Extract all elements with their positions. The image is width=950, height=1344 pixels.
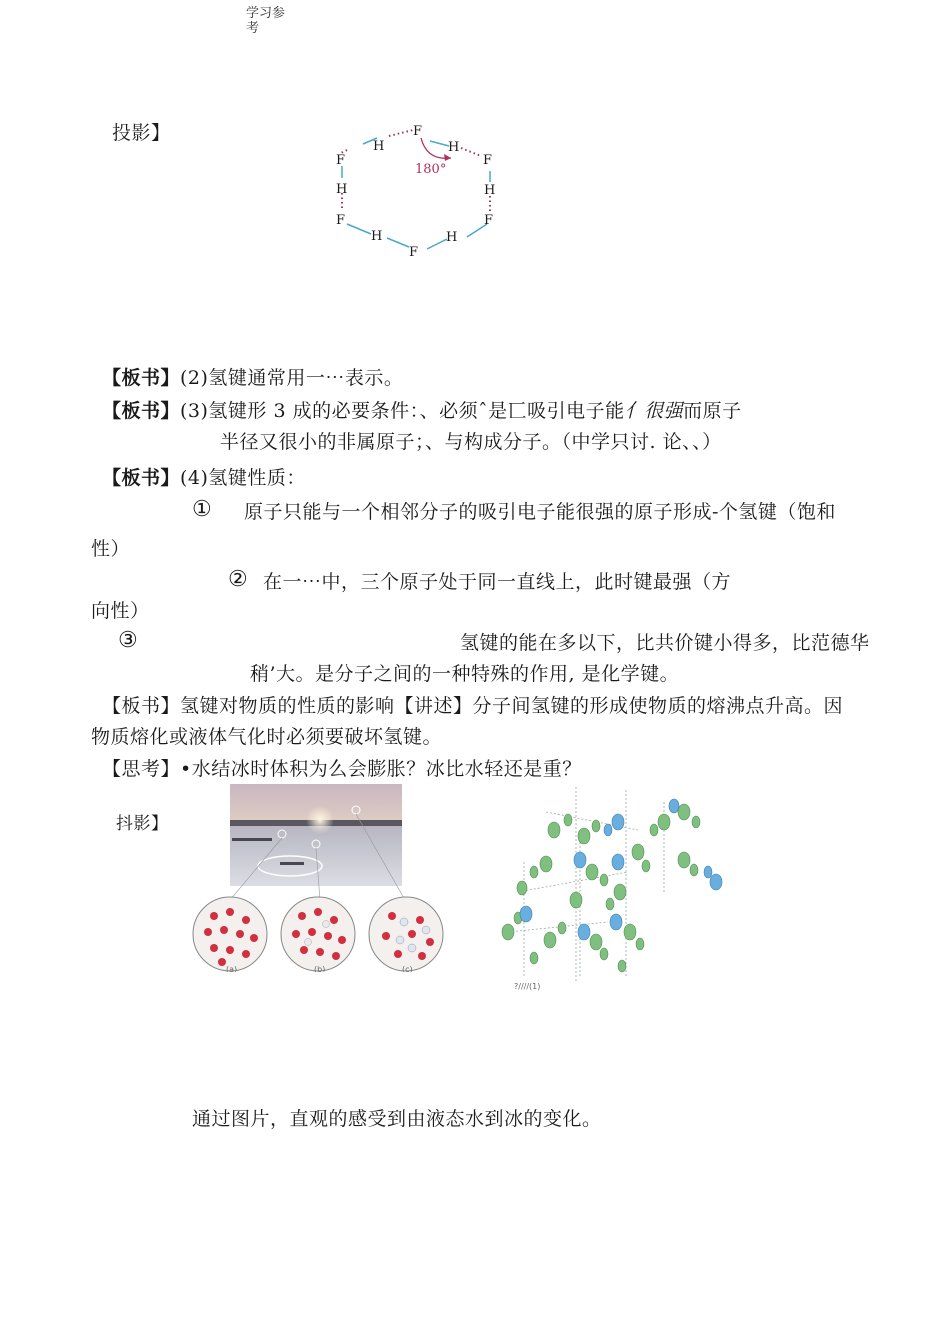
board-line-3-cont: 半径又很小的非属原子；、与构成分子。（中学只讨. 论、、） [220, 431, 722, 453]
atom-h: H [448, 140, 460, 155]
atom-f: F [413, 124, 423, 139]
board-italic: 亻很强 [624, 400, 684, 422]
board-tag: 【板书】 [102, 367, 181, 389]
angle-label: 180° [415, 162, 447, 177]
atom-h: H [484, 183, 496, 198]
board-line-2 [102, 366, 403, 390]
ice-photo-figure [190, 782, 450, 972]
lattice-caption: ?////(1) [514, 982, 541, 991]
sub-label-c: (c) [402, 965, 413, 972]
atom-f: F [336, 153, 346, 168]
projection-label-2: 抖影】 [116, 814, 169, 834]
board-text: (4)氢键性质： [180, 467, 306, 489]
atom-h: H [446, 230, 458, 245]
board-line-4 [102, 466, 306, 490]
board-line-5-cont: 物质熔化或液体气化时必须要破坏氢键。 [91, 726, 443, 748]
header-line-1: 学习参 [246, 6, 286, 21]
molecule-circle-a [193, 897, 267, 971]
hf-chain-diagram [327, 116, 527, 266]
atom-h: H [336, 182, 348, 197]
atom-f: F [336, 213, 346, 228]
property-3-text: 氢键的能在多以下，比共价键小得多，比范德华 [460, 632, 870, 654]
property-2-cont: 向性） [91, 600, 150, 622]
property-3-number: ③ [118, 628, 138, 653]
sub-label-a: (a) [226, 965, 238, 972]
ice-lattice-figure [488, 782, 738, 992]
projection-label: 投影】 [112, 122, 171, 144]
board-line-5: 【板书】氢键对物质的性质的影响【讲述】分子间氢键的形成使物质的熔沸点升高。因 [102, 695, 844, 717]
atom-h: H [371, 229, 383, 244]
board-tail: 而原子 [683, 400, 742, 422]
think-line: 【思考】•水结冰时体积为么会膨胀？冰比水轻还是重？ [102, 758, 582, 780]
conclusion-text: 通过图片，直观的感受到由液态水到冰的变化。 [192, 1108, 602, 1130]
atom-f: F [409, 245, 419, 260]
board-tag: 【板书】 [102, 467, 181, 489]
board-line-3 [102, 399, 742, 423]
property-2-number: ② [228, 567, 248, 592]
property-1-cont: 性） [91, 538, 131, 560]
molecule-circle-c [369, 897, 443, 971]
board-text: (3)氢键形 3 成的必要条件：、必须ˆ是匸吸引电子能 [180, 400, 625, 422]
board-tag: 【板书】 [102, 400, 181, 422]
molecule-circle-b [281, 897, 355, 971]
property-3-cont: 稍’大。是分子之间的一种特殊的作用, 是化学键。 [250, 663, 680, 685]
atom-f: F [484, 213, 494, 228]
property-1-number: ① [192, 497, 212, 522]
property-2-text: 在一⋯中，三个原子处于同一直线上，此时键最强（方 [263, 571, 732, 593]
board-text: (2)氢键通常用一⋯表示。 [180, 367, 404, 389]
sub-label-b: (b) [314, 965, 326, 972]
atom-f: F [483, 153, 493, 168]
header-line-2: 考 [246, 21, 260, 36]
property-1-text: 原子只能与一个相邻分子的吸引电子能很强的原子形成-个氢键（饱和 [244, 501, 836, 523]
atom-h: H [373, 139, 385, 154]
